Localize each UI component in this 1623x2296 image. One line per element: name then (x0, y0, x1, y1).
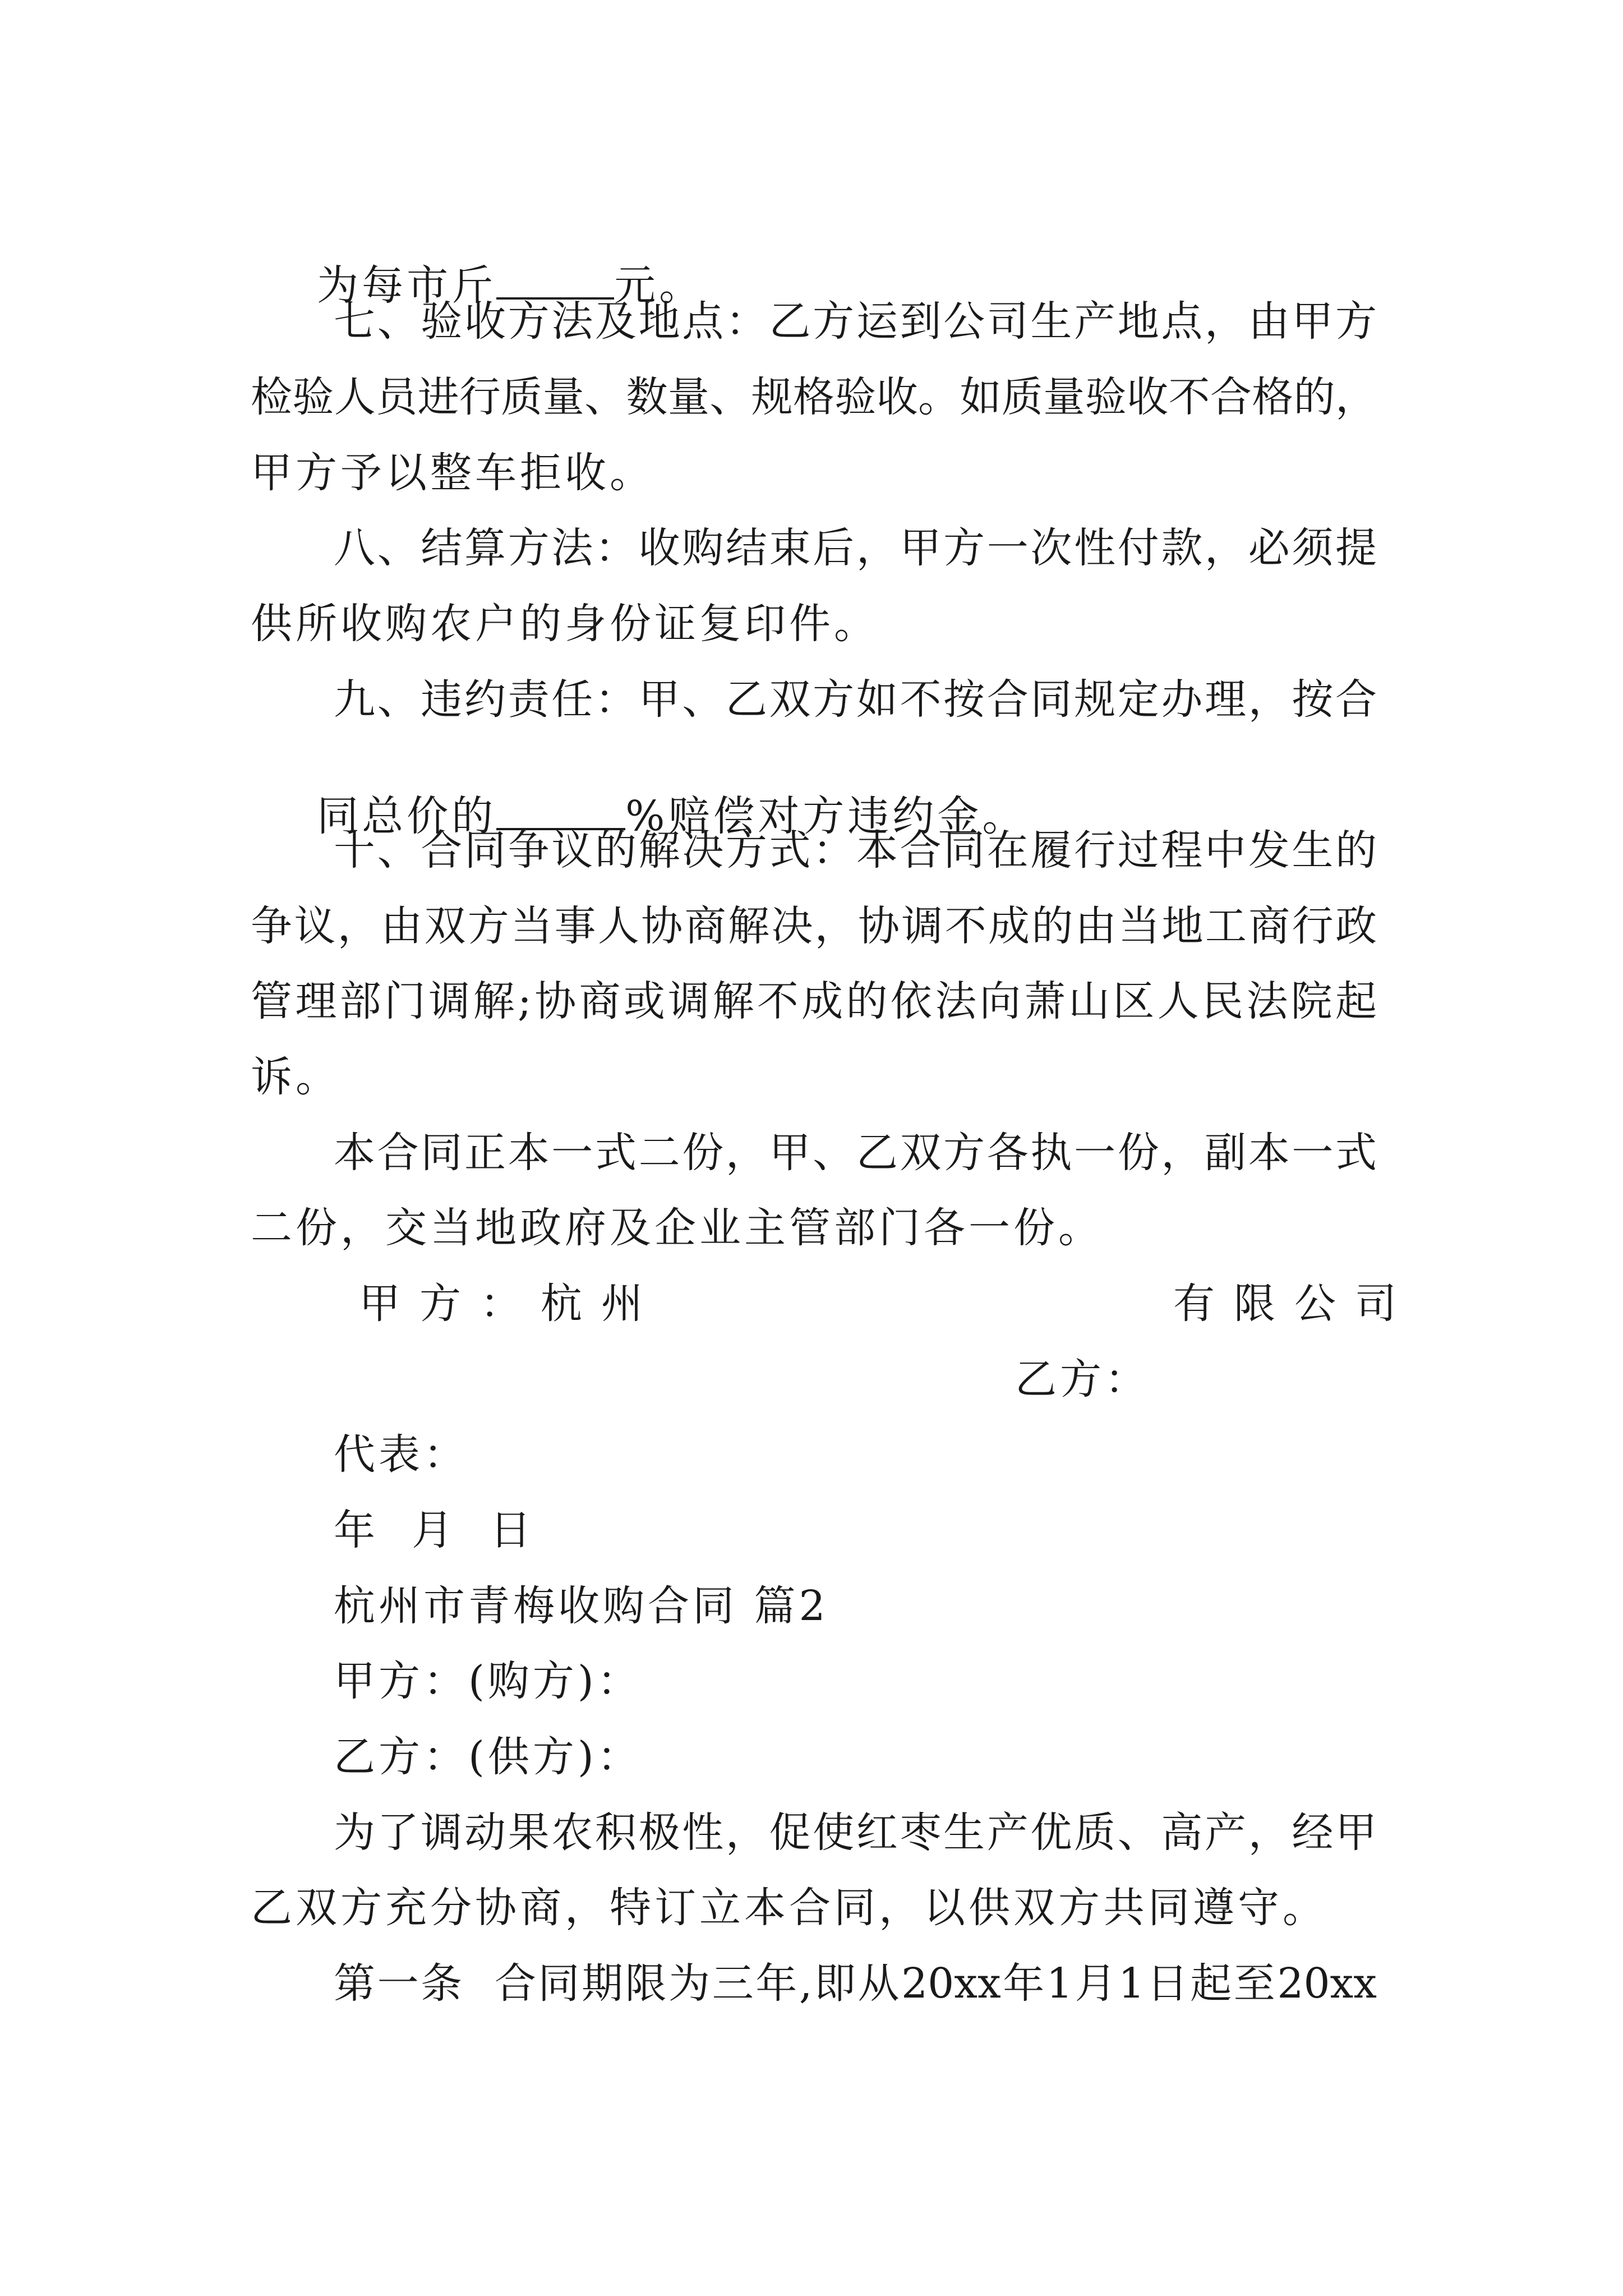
fill-blank-price[interactable] (496, 265, 614, 300)
text-line: 二份，交当地政府及企业主管部门各一份。 (251, 1204, 1103, 1252)
text-line: 第一条 合同期限为三年,即从20xx年1月1日起至20xx (334, 1959, 1377, 2008)
party-b-label: 乙方： (1015, 1355, 1150, 1404)
party-a-label: 甲方：杭州 (359, 1280, 662, 1328)
representative-label: 代表： (334, 1430, 468, 1479)
text-line: 甲方予以整车拒收。 (251, 449, 654, 497)
text-line: 八、结算方法：收购结束后，甲方一次性付款，必须提 (334, 524, 1377, 572)
text-line: 供所收购农户的身份证复印件。 (251, 600, 879, 648)
text-line: 诉。 (251, 1053, 340, 1101)
text-line: 为每市斤 元。 (317, 261, 704, 310)
text-line: 乙双方充分协商，特订立本合同，以供双方共同遵守。 (251, 1884, 1327, 1932)
buyer-label: 甲方：(购方)： (334, 1657, 642, 1705)
text-line: 为了调动果农积极性，促使红枣生产优质、高产，经甲 (334, 1809, 1377, 1857)
fill-blank-percent[interactable] (496, 795, 625, 830)
text-line: 十、合同争议的解决方式：本合同在履行过程中发生的 (334, 826, 1377, 875)
text-line: 九、违约责任：甲、乙双方如不按合同规定办理，按合 (334, 675, 1377, 724)
date-label: 年 月 日 (334, 1506, 535, 1554)
text-line: 管理部门调解;协商或调解不成的依法向萧山区人民法院起 (251, 977, 1377, 1025)
text-line: 七、验收方法及地点：乙方运到公司生产地点，由甲方 (334, 297, 1377, 346)
text-line: 同总价的 %赔偿对方违约金。 (317, 792, 1027, 840)
text-line: 检验人员进行质量、数量、规格验收。如质量验收不合格的， (251, 373, 1377, 421)
party-a-company: 有限公司 (1173, 1280, 1415, 1328)
text-line: 争议，由双方当事人协商解决，协调不成的由当地工商行政 (251, 902, 1377, 950)
supplier-label: 乙方：(供方)： (334, 1733, 642, 1781)
section-title: 杭州市青梅收购合同 篇2 (334, 1582, 829, 1630)
text-line: 本合同正本一式二份，甲、乙双方各执一份，副本一式 (334, 1129, 1377, 1177)
